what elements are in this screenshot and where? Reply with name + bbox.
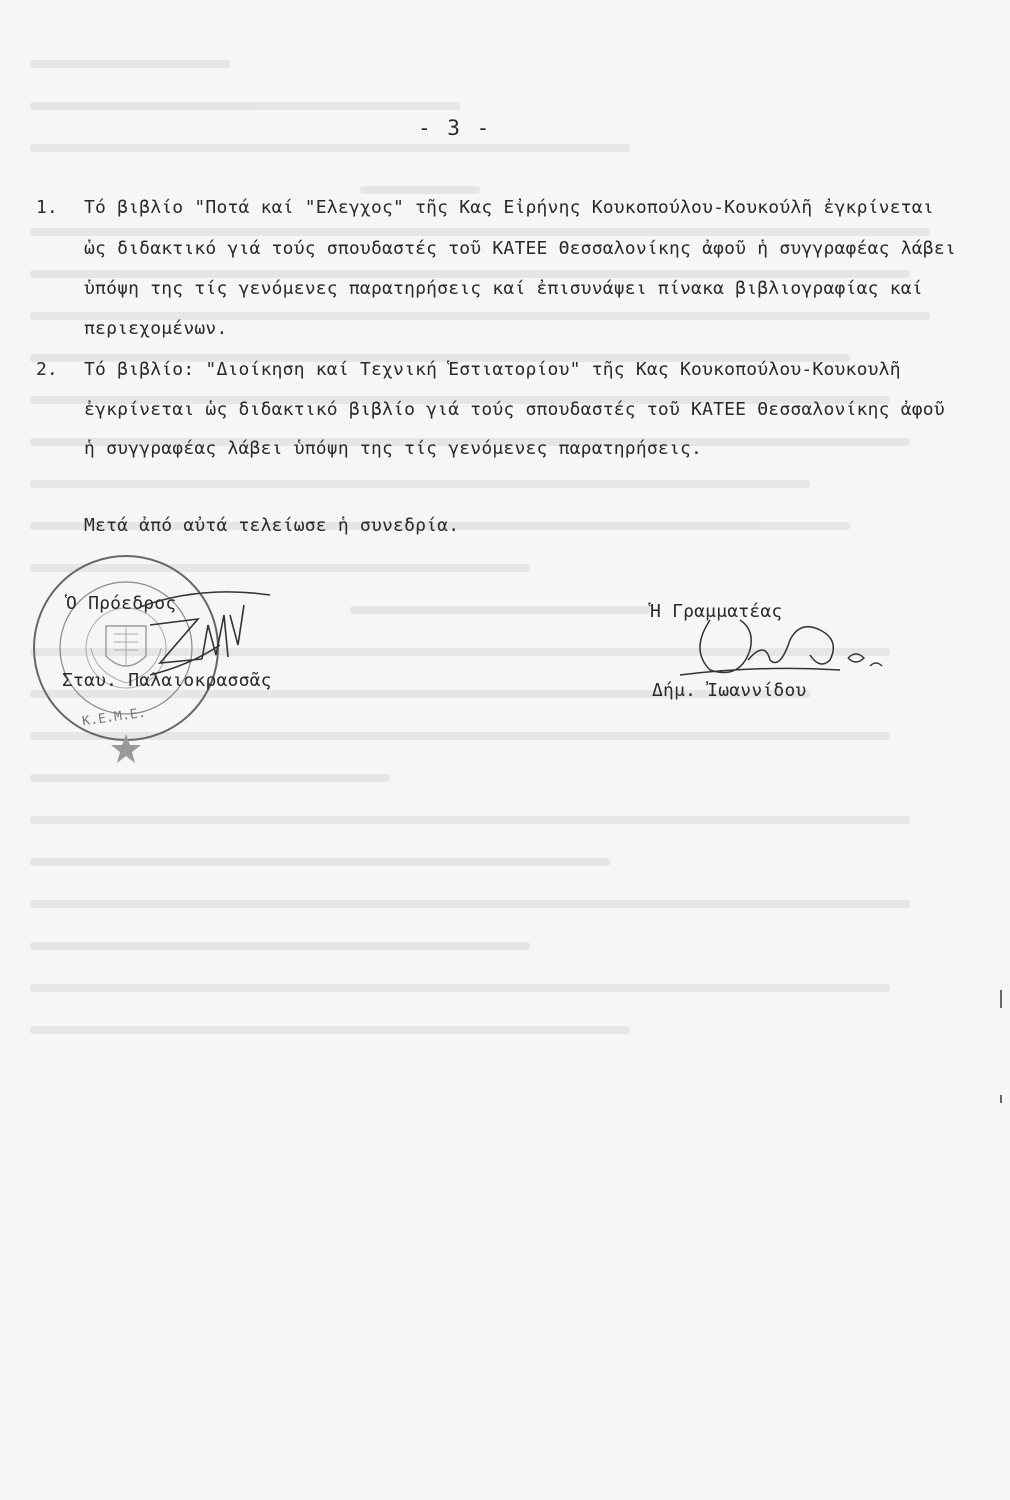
item-1-line-4: περιεχομένων. [84, 318, 228, 339]
item-1-number: 1. [36, 197, 58, 218]
item-1-line-1: Τό βιβλίο "Ποτά καί "Ελεγχος" τῆς Κας Εἰρήνης Κουκοπούλου-Κουκούλῆ ἐγκρίνεται [84, 197, 934, 218]
item-2-number: 2. [36, 359, 58, 380]
margin-mark [1000, 1095, 1002, 1103]
president-signature [120, 585, 280, 695]
page-number: - 3 - [418, 116, 492, 140]
secretary-signature [670, 600, 890, 695]
margin-mark [1000, 990, 1002, 1008]
president-title: Ὁ Πρόεδρος [66, 593, 177, 614]
item-2-line-2: ἐγκρίνεται ὡς διδακτικό βιβλίο γιά τούς σπουδαστές τοῦ ΚΑΤΕΕ Θεσσαλονίκης ἀφοῦ [84, 399, 945, 420]
closing-sentence: Μετά ἀπό αὐτά τελείωσε ἡ συνεδρία. [84, 515, 460, 536]
item-1-line-2: ὡς διδακτικό γιά τούς σπουδαστές τοῦ ΚΑΤΕΕ Θεσσαλονίκης ἀφοῦ ἡ συγγραφέας λάβει [84, 238, 956, 259]
seal-bottom-text: Κ.Ε.Μ.Ε. [81, 705, 147, 730]
president-name: Σταυ. Παλαιοκρασσᾶς [62, 670, 272, 691]
secretary-name: Δήμ. Ἰωαννίδου [652, 680, 807, 701]
item-2-line-1: Τό βιβλίο: "Διοίκηση καί Τεχνική Ἑστιατορίου" τῆς Κας Κουκοπούλου-Κουκουλῆ [84, 359, 901, 380]
item-1-line-3: ὑπόψη της τίς γενόμενες παρατηρήσεις καί ἐπισυνάψει πίνακα βιβλιογραφίας καί [84, 278, 923, 299]
secretary-title: Ἡ Γραμματέας [650, 601, 783, 622]
item-2-line-3: ἡ συγγραφέας λάβει ὑπόψη της τίς γενόμενες παρατηρήσεις. [84, 438, 703, 459]
